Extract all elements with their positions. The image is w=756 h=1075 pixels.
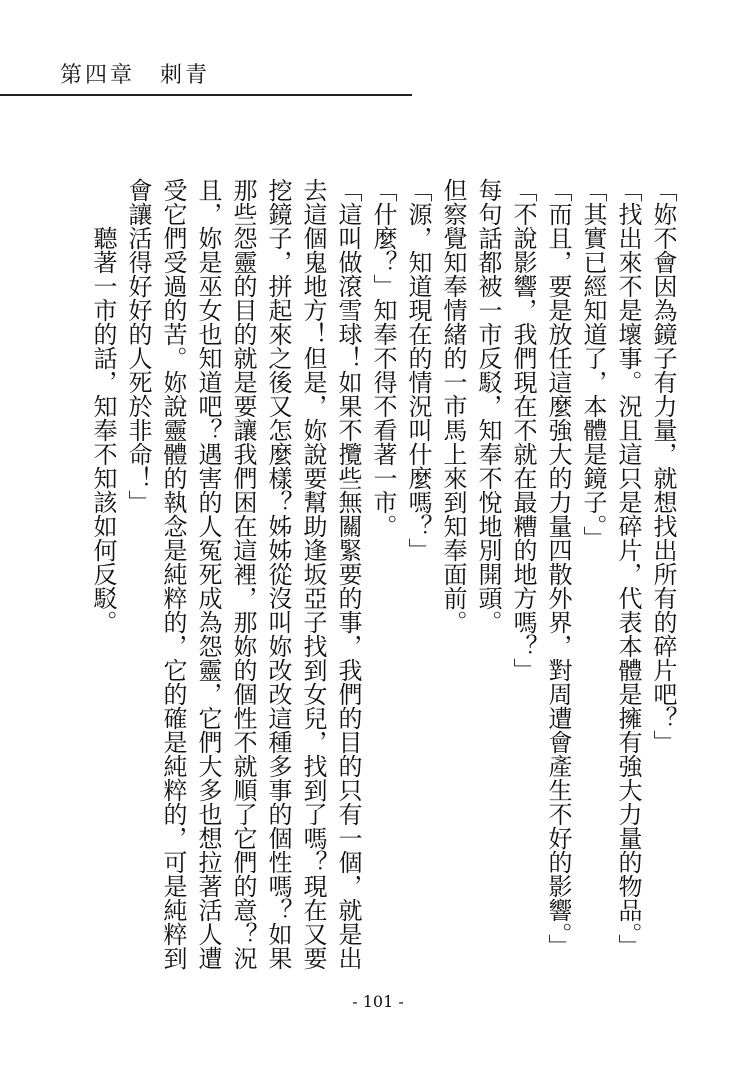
paragraph-3: 「其實已經知道了，本體是鏡子。」 (579, 178, 607, 550)
paragraph-8: 「源，知道現在的情況叫什麼嗎？」 (404, 178, 432, 562)
page-number: - 101 - (352, 992, 404, 1011)
paragraph-2: 「找出來不是壞事。況且這只是碎片，代表本體是擁有強大力量的物品。」 (614, 178, 642, 958)
paragraph-11: 聽著一市的話，知奉不知該如何反駁。 (89, 226, 117, 634)
paragraph-10: 「這叫做滾雪球！如果不攬些無關緊要的事，我們的目的只有一個，就是出去這個鬼地方！但是，妳說要幫助逢坂亞子找到女兒，找到了嗎？現在又要挖鏡子，拼起來之後又怎麼樣？姊姊從沒叫妳改改這種多事的個性嗎？如果那些怨靈的目的就是要讓我們困在這裡，那妳的個性不就順了它們的意？況且，妳是巫女也知道吧？遇害的人冤死成為怨靈，它們大多也想拉著活人遭受它們受過的苦。妳說靈體的執念是純粹的，它的確是純粹的，可是純粹到會讓活得好好的人死於非命！」 (124, 178, 362, 970)
paragraph-9: 「什麼？」知奉不得不看著一市。 (369, 178, 397, 538)
paragraph-7: 但察覺知奉情緒的一市馬上來到知奉面前。 (439, 178, 467, 634)
paragraph-6: 每句話都被一市反駁，知奉不悅地別開頭。 (474, 178, 502, 634)
paragraph-4: 「而且，要是放任這麼強大的力量四散外界，對周遭會產生不好的影響。」 (544, 178, 572, 958)
paragraph-5: 「不說影響，我們現在不就在最糟的地方嗎？」 (509, 178, 537, 682)
body-text (40, 178, 680, 978)
paragraph-1: 「妳不會因為鏡子有力量，就想找出所有的碎片吧？」 (649, 178, 677, 754)
header-divider (0, 94, 412, 96)
chapter-title: 第四章 刺青 (60, 63, 211, 88)
